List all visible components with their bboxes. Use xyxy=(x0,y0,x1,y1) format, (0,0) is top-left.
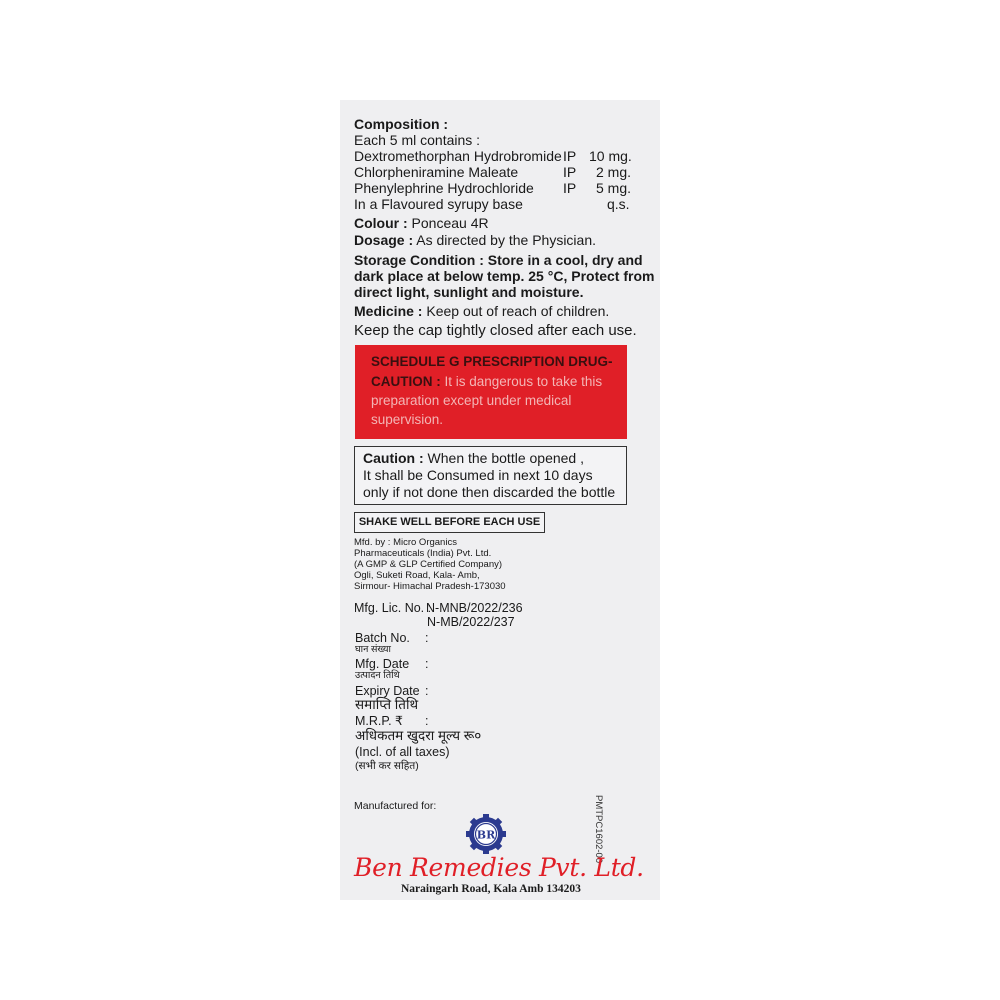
mfd-line: Ogli, Suketi Road, Kala- Amb, xyxy=(354,570,480,581)
taxes-note: (Incl. of all taxes) xyxy=(355,745,450,759)
composition-intro: Each 5 ml contains : xyxy=(354,132,481,148)
license-no-1: N-MNB/2022/236 xyxy=(426,601,523,615)
ingredient-name: Phenylephrine Hydrochloride xyxy=(354,180,534,196)
storage-line-2: dark place at below temp. 25 °C, Protect from xyxy=(354,268,655,284)
taxes-note-hindi: (सभी कर सहित) xyxy=(355,760,419,772)
logo-text: BR xyxy=(476,828,496,842)
colour-value: Ponceau 4R xyxy=(411,215,489,231)
storage-line-3: direct light, sunlight and moisture. xyxy=(354,284,584,300)
schedule-line-3: preparation except under medical xyxy=(371,393,572,408)
br-logo-icon xyxy=(465,813,507,855)
caution-text: When the bottle opened , xyxy=(427,450,584,466)
expiry-date-colon: : xyxy=(425,684,429,698)
medicine-line xyxy=(354,303,609,319)
caution-line-2: It shall be Consumed in next 10 days xyxy=(363,467,593,483)
dosage-value: As directed by the Physician. xyxy=(416,232,597,248)
dosage-line xyxy=(354,232,596,248)
schedule-line-2 xyxy=(371,373,602,390)
ingredient-name: In a Flavoured syrupy base xyxy=(354,196,523,212)
mrp-label: M.R.P. ₹ xyxy=(355,714,404,728)
ingredient-qty: 2 mg. xyxy=(596,164,632,180)
shake-well-box: SHAKE WELL BEFORE EACH USE xyxy=(354,512,545,533)
schedule-caution-label: CAUTION : xyxy=(371,374,441,389)
medicine-label: Medicine : xyxy=(354,303,423,319)
schedule-line-1: SCHEDULE G PRESCRIPTION DRUG- xyxy=(371,354,613,369)
storage-line-1: Storage Condition : Store in a cool, dry and xyxy=(354,252,643,268)
composition-heading: Composition : xyxy=(354,116,449,132)
expiry-date-label: Expiry Date xyxy=(355,684,420,698)
license-no-2: N-MB/2022/237 xyxy=(427,615,515,629)
mfg-date-label-hindi: उत्पादन तिथि xyxy=(355,670,400,681)
mrp-colon: : xyxy=(425,714,429,728)
license-label: Mfg. Lic. No. : xyxy=(354,601,432,615)
ingredient-qty: q.s. xyxy=(607,196,630,212)
schedule-g-warning-box xyxy=(355,345,627,439)
cap-note: Keep the cap tightly closed after each use. xyxy=(354,322,637,339)
caution-label: Caution : xyxy=(363,450,424,466)
mfd-line: Sirmour- Himachal Pradesh-173030 xyxy=(354,581,506,592)
expiry-date-label-hindi: समाप्ति तिथि xyxy=(355,697,419,712)
dosage-label: Dosage : xyxy=(354,232,414,248)
company-address: Naraingarh Road, Kala Amb 134203 xyxy=(401,883,581,895)
mfg-date-label: Mfg. Date xyxy=(355,657,410,671)
batch-label-hindi: घान संख्या xyxy=(355,644,391,655)
ingredient-std: IP xyxy=(563,148,577,164)
schedule-caution-text: It is dangerous to take this xyxy=(444,374,603,389)
mfd-line: Pharmaceuticals (India) Pvt. Ltd. xyxy=(354,548,492,559)
colour-label: Colour : xyxy=(354,215,408,231)
schedule-line-4: supervision. xyxy=(371,412,444,427)
ingredient-name: Dextromethorphan Hydrobromide xyxy=(354,148,562,164)
manufactured-for-label: Manufactured for: xyxy=(354,800,437,812)
caution-line-3: only if not done then discarded the bottle xyxy=(363,484,616,500)
colour-line xyxy=(354,215,489,231)
company-name: Ben Remedies Pvt. Ltd. xyxy=(354,853,644,882)
batch-label: Batch No. xyxy=(355,631,410,645)
mfd-line: Mfd. by : Micro Organics xyxy=(354,537,457,548)
product-code: PMTPC1602-00 xyxy=(593,795,604,864)
ingredient-qty: 10 mg. xyxy=(589,148,632,164)
ingredient-std: IP xyxy=(563,180,577,196)
caution-line-1 xyxy=(363,450,584,466)
mrp-label-hindi: अधिकतम खुदरा मूल्य रू० xyxy=(355,728,482,743)
ingredient-name: Chlorpheniramine Maleate xyxy=(354,164,519,180)
ingredient-qty: 5 mg. xyxy=(596,180,632,196)
mfg-date-colon: : xyxy=(425,657,429,671)
mfd-line: (A GMP & GLP Certified Company) xyxy=(354,559,503,570)
caution-box xyxy=(354,446,627,505)
medicine-value: Keep out of reach of children. xyxy=(426,303,610,319)
ingredient-std: IP xyxy=(563,164,577,180)
batch-colon: : xyxy=(425,631,429,645)
